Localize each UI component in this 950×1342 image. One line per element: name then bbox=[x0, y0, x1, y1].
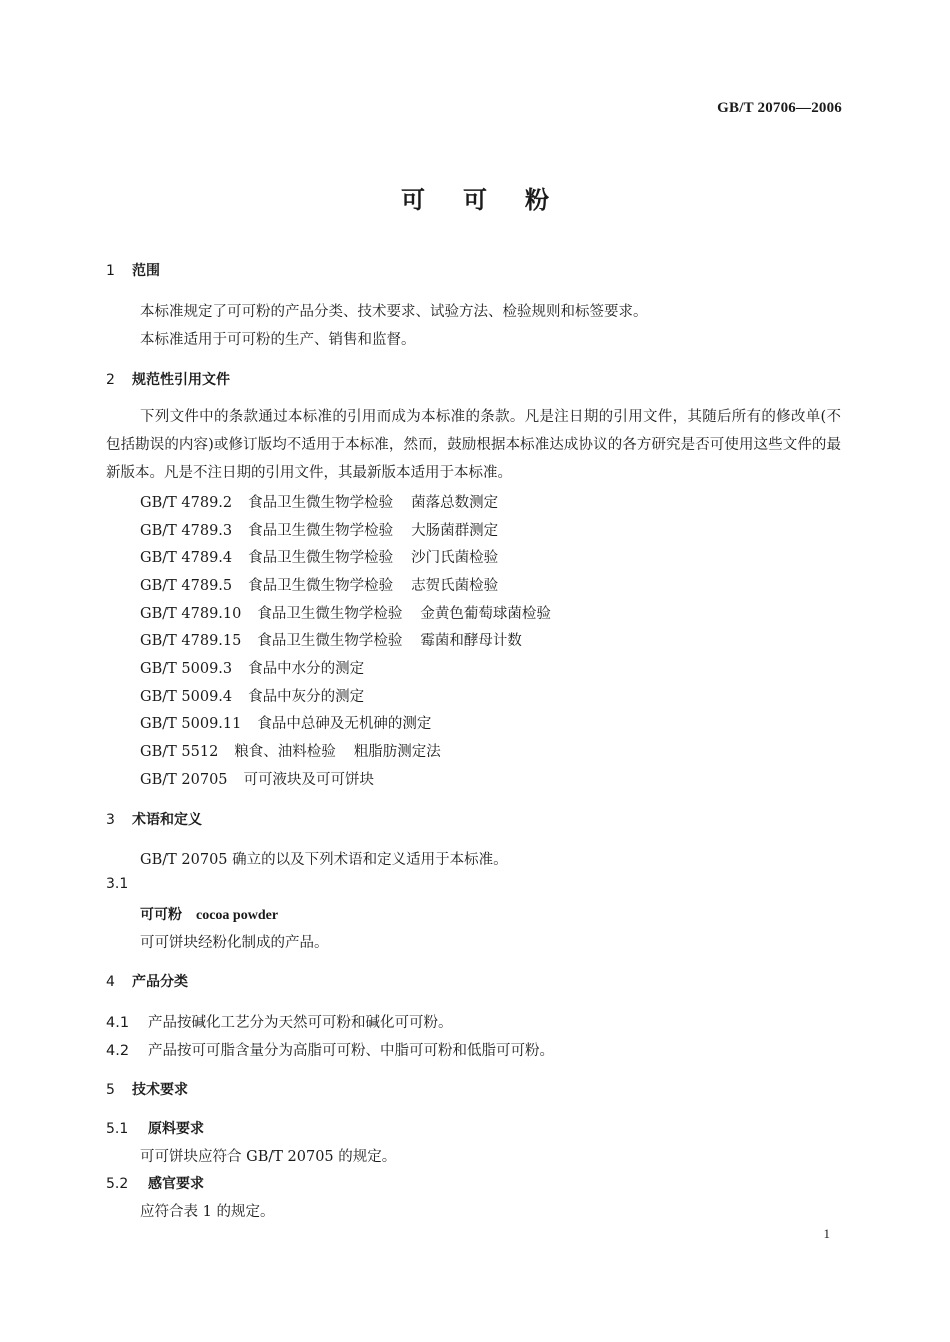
section-label: 范围 bbox=[132, 263, 160, 279]
reference-item bbox=[140, 712, 431, 733]
reference-code: GB/T 4789.3 bbox=[140, 523, 233, 539]
reference-code: GB/T 4789.5 bbox=[140, 578, 233, 594]
reference-item bbox=[140, 629, 522, 650]
reference-subtitle: 沙门氏菌检验 bbox=[411, 550, 499, 566]
reference-code: GB/T 5009.3 bbox=[140, 661, 233, 677]
reference-code: GB/T 4789.15 bbox=[140, 633, 242, 649]
reference-code: GB/T 4789.4 bbox=[140, 550, 233, 566]
reference-code: GB/T 20705 bbox=[140, 772, 228, 788]
section-number: 2 bbox=[106, 372, 115, 388]
section-5-heading bbox=[106, 1079, 188, 1099]
reference-code: GB/T 5512 bbox=[140, 744, 219, 760]
reference-item bbox=[140, 491, 498, 512]
section-label: 产品分类 bbox=[132, 974, 188, 990]
reference-item bbox=[140, 602, 551, 623]
reference-item bbox=[140, 546, 498, 567]
section-4-heading bbox=[106, 971, 188, 991]
subsection-number: 5.2 bbox=[106, 1176, 129, 1192]
item-text: 产品按可可脂含量分为高脂可可粉、中脂可可粉和低脂可可粉。 bbox=[148, 1043, 554, 1059]
item-text: 产品按碱化工艺分为天然可可粉和碱化可可粉。 bbox=[148, 1015, 453, 1031]
subsection-number: 5.1 bbox=[106, 1121, 129, 1137]
reference-title: 食品中水分的测定 bbox=[248, 661, 365, 677]
reference-title: 食品卫生微生物学检验 bbox=[257, 633, 403, 649]
section-label: 规范性引用文件 bbox=[132, 372, 230, 388]
reference-title: 食品卫生微生物学检验 bbox=[248, 523, 394, 539]
section-label: 技术要求 bbox=[132, 1082, 188, 1098]
subsection-5-1-heading bbox=[106, 1118, 204, 1138]
section-1-paragraph: 本标准适用于可可粉的生产、销售和监督。 bbox=[140, 332, 416, 348]
reference-title: 食品卫生微生物学检验 bbox=[248, 550, 394, 566]
reference-subtitle: 志贺氏菌检验 bbox=[411, 578, 499, 594]
reference-title: 食品卫生微生物学检验 bbox=[257, 606, 403, 622]
subsection-5-1-text: 可可饼块应符合 GB/T 20705 的规定。 bbox=[140, 1149, 397, 1165]
section-number: 5 bbox=[106, 1082, 115, 1098]
reference-item bbox=[140, 574, 498, 595]
reference-subtitle: 金黄色葡萄球菌检验 bbox=[420, 606, 551, 622]
section-1-heading bbox=[106, 260, 160, 280]
section-number: 3 bbox=[106, 812, 115, 828]
reference-item bbox=[140, 685, 364, 706]
reference-subtitle: 粗脂肪测定法 bbox=[353, 744, 441, 760]
reference-title: 食品中总砷及无机砷的测定 bbox=[257, 716, 432, 732]
page-number: 1 bbox=[823, 1226, 830, 1241]
section-label: 术语和定义 bbox=[132, 812, 202, 828]
section-2-intro: 下列文件中的条款通过本标准的引用而成为本标准的条款。凡是注日期的引用文件，其随后所有的修改单(不包括勘误的内容)或修订版均不适用于本标准，然而，鼓励根据本标准达成协议的各方研究是否可使用这些文件的最新版本。凡是不注日期的引用文件，其最新版本适用于本标准。 bbox=[106, 409, 841, 481]
item-number: 4.2 bbox=[106, 1043, 130, 1059]
subsection-5-2-heading bbox=[106, 1173, 204, 1193]
subsection-5-2-text: 应符合表 1 的规定。 bbox=[140, 1204, 275, 1220]
subsection-label: 感官要求 bbox=[148, 1176, 204, 1192]
reference-code: GB/T 5009.4 bbox=[140, 689, 233, 705]
page-title: 可可粉 bbox=[401, 186, 587, 214]
classification-item bbox=[106, 1011, 453, 1032]
section-number: 4 bbox=[106, 974, 115, 990]
term-definition: 可可饼块经粉化制成的产品。 bbox=[140, 935, 329, 951]
term-chinese: 可可粉 bbox=[140, 907, 182, 923]
reference-title: 可可液块及可可饼块 bbox=[243, 772, 375, 788]
reference-item bbox=[140, 768, 374, 789]
section-1-paragraph: 本标准规定了可可粉的产品分类、技术要求、试验方法、检验规则和标签要求。 bbox=[140, 304, 648, 320]
reference-item bbox=[140, 519, 498, 540]
reference-subtitle: 大肠菌群测定 bbox=[411, 523, 499, 539]
reference-code: GB/T 4789.2 bbox=[140, 495, 233, 511]
reference-subtitle: 霉菌和酵母计数 bbox=[420, 633, 522, 649]
reference-code: GB/T 5009.11 bbox=[140, 716, 242, 732]
term-entry bbox=[140, 904, 278, 924]
reference-title: 粮食、油料检验 bbox=[234, 744, 336, 760]
subsection-label: 原料要求 bbox=[148, 1121, 204, 1137]
reference-item bbox=[140, 657, 364, 678]
standard-code: GB/T 20706—2006 bbox=[717, 100, 842, 116]
reference-code: GB/T 4789.10 bbox=[140, 606, 242, 622]
reference-title: 食品卫生微生物学检验 bbox=[248, 495, 394, 511]
section-3-intro: GB/T 20705 确立的以及下列术语和定义适用于本标准。 bbox=[140, 852, 508, 868]
reference-subtitle: 菌落总数测定 bbox=[411, 495, 499, 511]
reference-title: 食品中灰分的测定 bbox=[248, 689, 365, 705]
section-number: 1 bbox=[106, 263, 115, 279]
section-2-heading bbox=[106, 369, 230, 389]
classification-item bbox=[106, 1039, 554, 1060]
item-number: 4.1 bbox=[106, 1015, 130, 1031]
subsection-number: 3.1 bbox=[106, 876, 129, 892]
reference-title: 食品卫生微生物学检验 bbox=[248, 578, 394, 594]
term-english: cocoa powder bbox=[196, 908, 279, 923]
section-3-heading bbox=[106, 809, 202, 829]
reference-item bbox=[140, 740, 441, 761]
